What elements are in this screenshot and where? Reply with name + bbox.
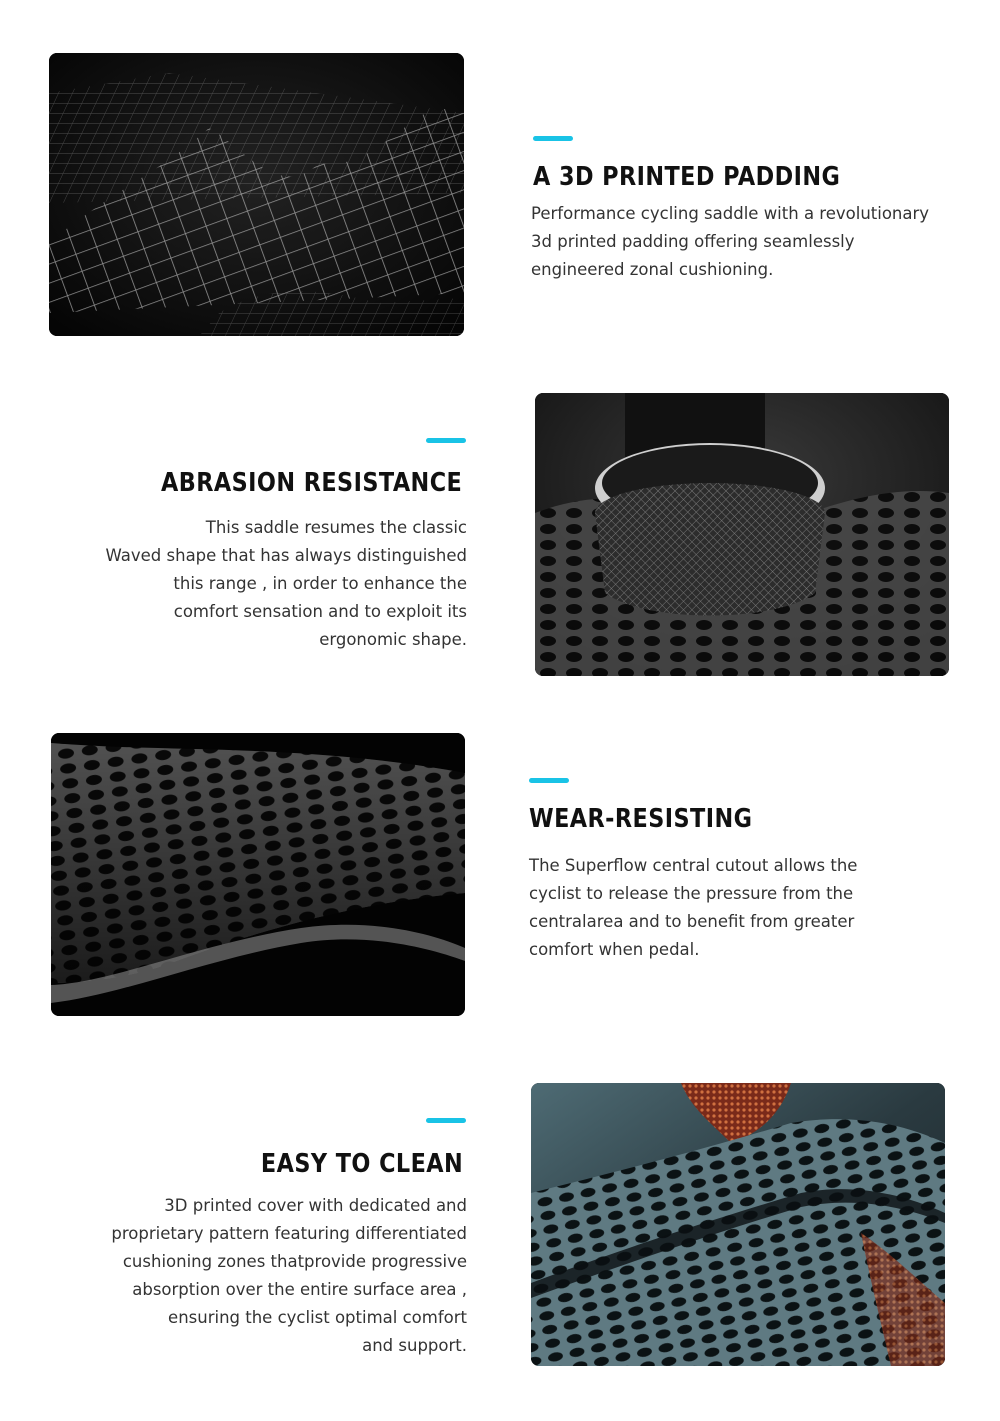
description-line: 3d printed padding offering seamlessly [531, 232, 855, 251]
section-title: WEAR-RESISTING [529, 804, 753, 834]
section-description [106, 514, 467, 654]
description-line: ergonomic shape. [319, 630, 467, 649]
accent-bar [529, 778, 569, 783]
description-line: proprietary pattern featuring differentiated [111, 1224, 467, 1243]
section-title: A 3D PRINTED PADDING [533, 162, 841, 192]
section-title: ABRASION RESISTANCE [160, 468, 462, 498]
description-line: this range , in order to enhance the [173, 574, 467, 593]
description-line: Performance cycling saddle with a revolutionary [531, 204, 930, 223]
description-line: ensuring the cyclist optimal comfort [168, 1308, 467, 1327]
description-line: comfort sensation and to exploit its [173, 602, 467, 621]
dirty-saddle-mesh-image [531, 1083, 945, 1366]
section-description [111, 1192, 467, 1360]
3d-wireframe-mesh-image [49, 53, 464, 336]
honeycomb-padding-closeup-image [51, 733, 465, 1016]
knurled-tool-on-mesh-image [535, 393, 949, 676]
section-title: EASY TO CLEAN [260, 1149, 463, 1179]
description-line: cushioning zones thatprovide progressive [122, 1252, 467, 1271]
description-line: 3D printed cover with dedicated and [164, 1196, 467, 1215]
description-line: engineered zonal cushioning. [531, 260, 774, 279]
description-line: Waved shape that has always distinguished [105, 546, 467, 565]
accent-bar [533, 136, 573, 141]
description-line: cyclist to release the pressure from the [529, 884, 854, 903]
description-line: centralarea and to benefit from greater [529, 912, 855, 931]
description-line: The Superflow central cutout allows the [529, 856, 858, 875]
description-line: absorption over the entire surface area , [132, 1280, 467, 1299]
accent-bar [426, 438, 466, 443]
accent-bar [426, 1118, 466, 1123]
description-line: This saddle resumes the classic [205, 518, 467, 537]
section-description [531, 200, 929, 284]
description-line: and support. [362, 1336, 467, 1355]
section-description [529, 852, 857, 964]
description-line: comfort when pedal. [529, 940, 700, 959]
